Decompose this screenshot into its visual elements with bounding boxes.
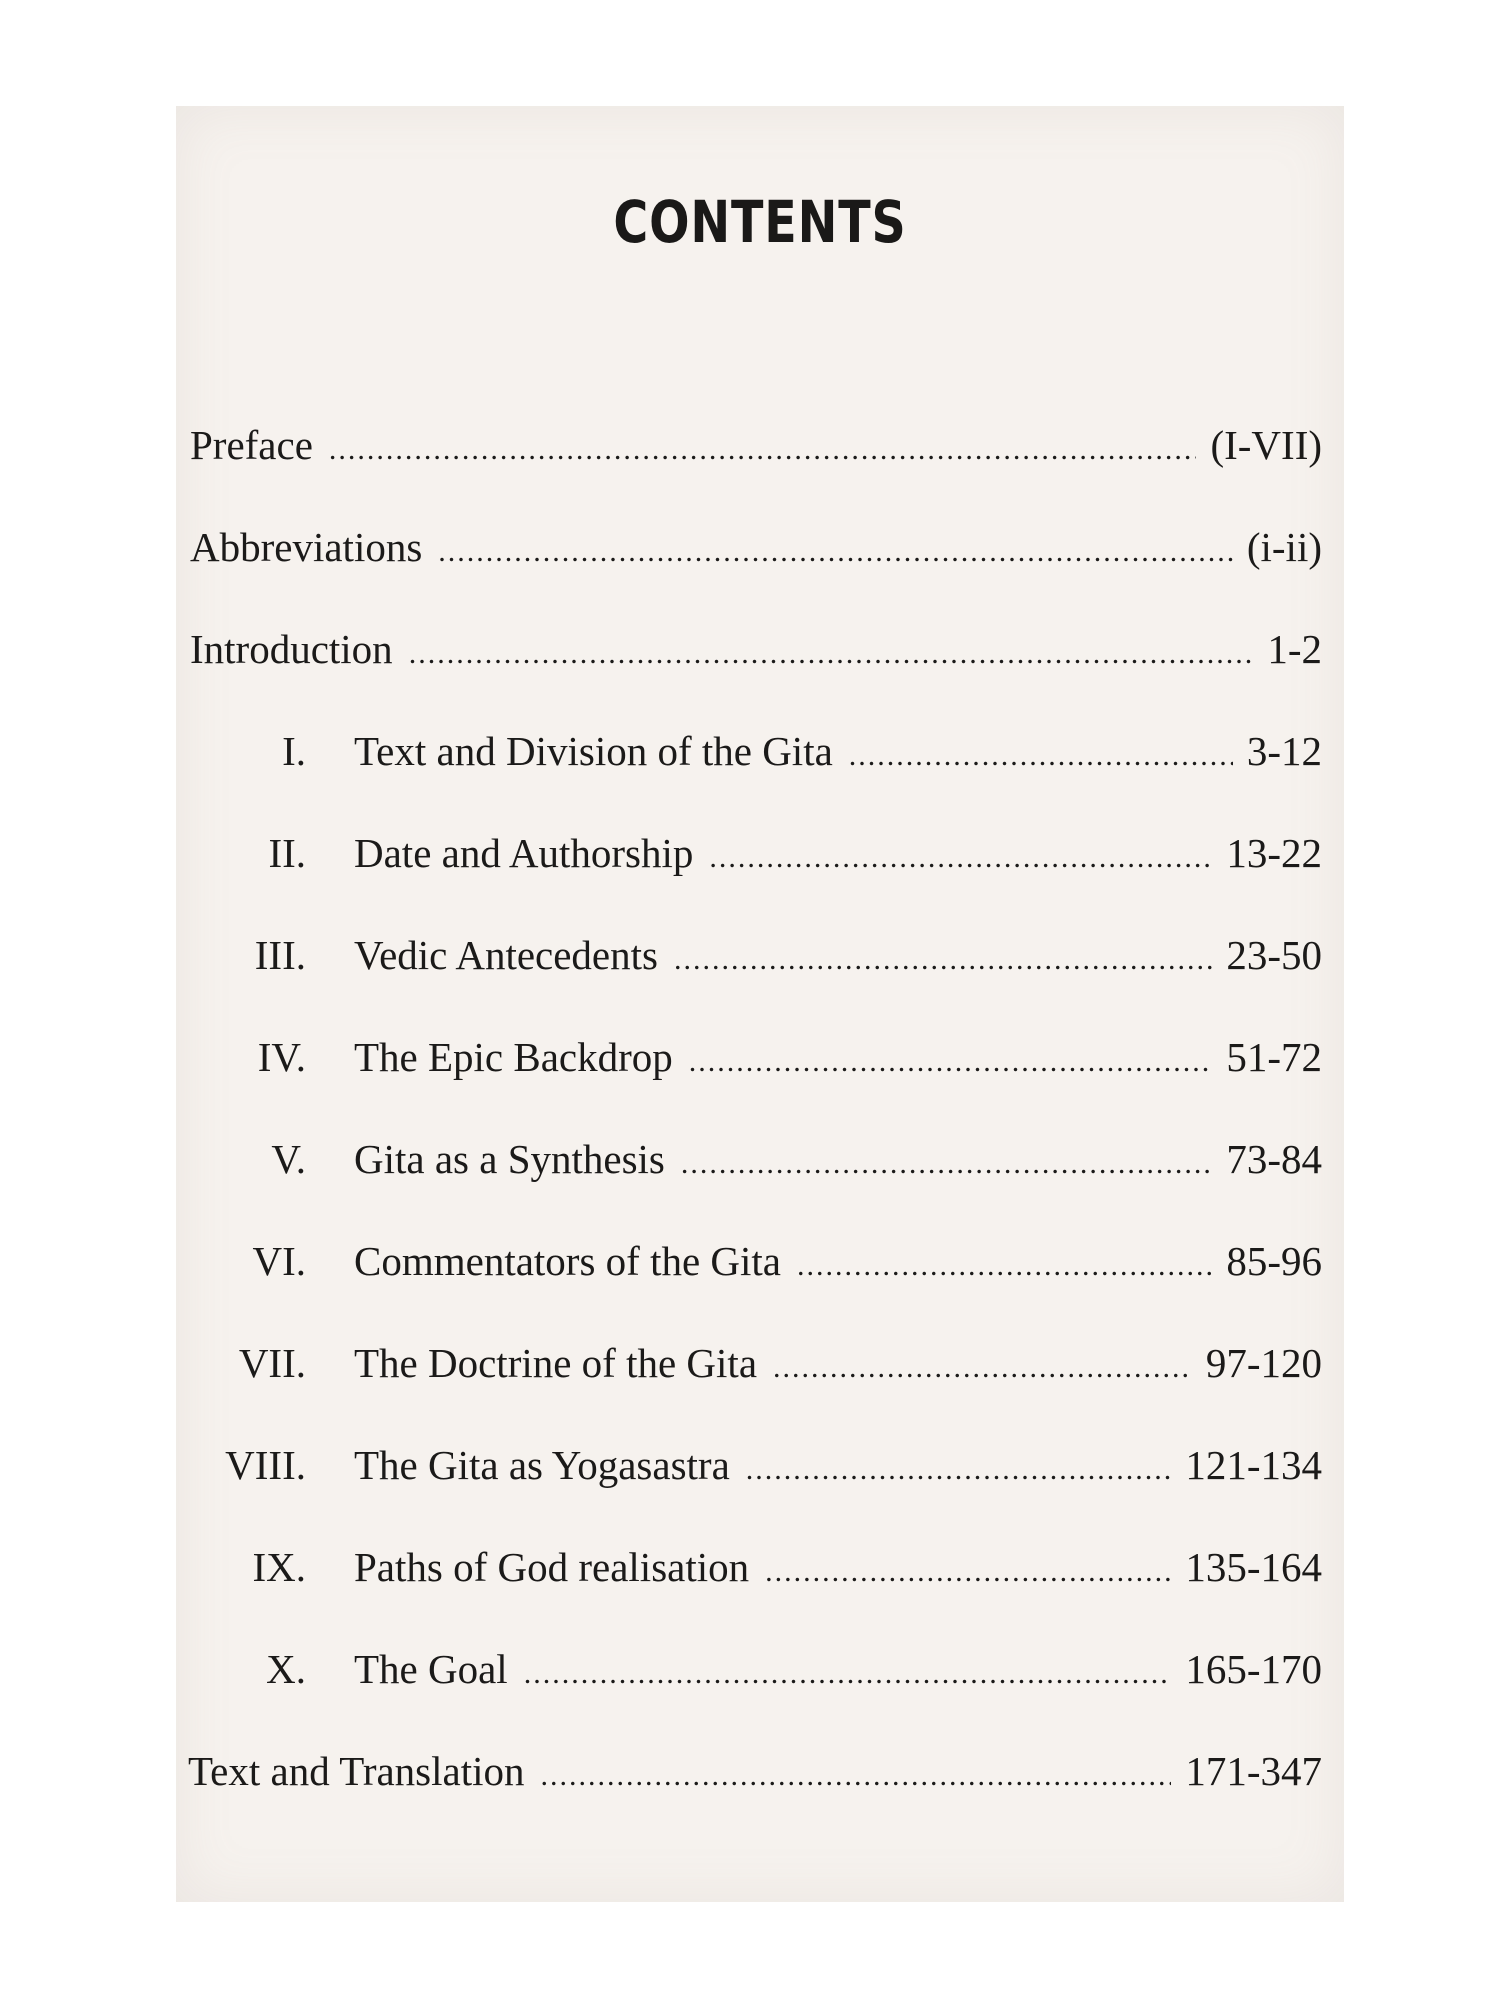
chapter-numeral: II. <box>268 830 306 876</box>
chapter-numeral: X. <box>266 1646 306 1692</box>
dot-leader <box>765 1547 1171 1597</box>
entry-label: Text and Translation <box>188 1748 525 1794</box>
toc-entry-preface[interactable] <box>176 420 1344 475</box>
chapter-title: Paths of God realisation <box>354 1544 750 1590</box>
chapter-numeral: VIII. <box>225 1442 306 1488</box>
chapter-numeral: III. <box>254 932 306 978</box>
chapter-title: Vedic Antecedents <box>354 932 658 978</box>
page-title: CONTENTS <box>613 188 907 256</box>
entry-label: Preface <box>190 422 313 468</box>
dot-leader <box>689 1037 1213 1087</box>
chapter-title: Commentators of the Gita <box>354 1238 781 1284</box>
entry-pages: 135-164 <box>1185 1544 1322 1590</box>
toc-entry-chapter-1[interactable] <box>176 726 1344 781</box>
entry-pages: 1-2 <box>1267 626 1322 672</box>
entry-pages: (i-ii) <box>1246 524 1322 570</box>
chapter-numeral: IV. <box>257 1034 306 1080</box>
toc-entry-chapter-2[interactable] <box>176 828 1344 883</box>
dot-leader <box>773 1343 1192 1393</box>
entry-pages: 97-120 <box>1205 1340 1322 1386</box>
toc-entry-chapter-7[interactable] <box>176 1338 1344 1393</box>
toc-entry-chapter-8[interactable] <box>176 1440 1344 1495</box>
dot-leader <box>329 425 1197 475</box>
dot-leader <box>409 629 1254 679</box>
chapter-numeral: V. <box>271 1136 306 1182</box>
chapter-title: Gita as a Synthesis <box>354 1136 665 1182</box>
toc-entry-chapter-5[interactable] <box>176 1134 1344 1189</box>
entry-pages: 13-22 <box>1226 830 1322 876</box>
chapter-title: Date and Authorship <box>354 830 694 876</box>
chapter-title: The Gita as Yogasastra <box>354 1442 730 1488</box>
entry-pages: 3-12 <box>1246 728 1322 774</box>
entry-label: Abbreviations <box>190 524 423 570</box>
chapter-numeral: VI. <box>252 1238 306 1284</box>
chapter-title: Text and Division of the Gita <box>354 728 833 774</box>
entry-pages: 23-50 <box>1226 932 1322 978</box>
toc-entry-chapter-9[interactable] <box>176 1542 1344 1597</box>
toc-entry-text-translation[interactable] <box>176 1746 1344 1801</box>
dot-leader <box>438 527 1233 577</box>
entry-label: Introduction <box>190 626 393 672</box>
entry-pages: 85-96 <box>1226 1238 1322 1284</box>
toc-entry-chapter-6[interactable] <box>176 1236 1344 1291</box>
table-of-contents <box>176 106 1344 1902</box>
dot-leader <box>541 1751 1172 1801</box>
toc-entry-chapter-3[interactable] <box>176 930 1344 985</box>
chapter-title: The Goal <box>354 1646 508 1692</box>
entry-pages: 73-84 <box>1226 1136 1322 1182</box>
entry-pages: 171-347 <box>1185 1748 1322 1794</box>
dot-leader <box>674 935 1212 985</box>
dot-leader <box>746 1445 1172 1495</box>
entry-pages: 51-72 <box>1226 1034 1322 1080</box>
dot-leader <box>849 731 1233 781</box>
chapter-title: The Doctrine of the Gita <box>354 1340 758 1386</box>
toc-entry-introduction[interactable] <box>176 624 1344 679</box>
toc-entry-abbreviations[interactable] <box>176 522 1344 577</box>
chapter-numeral: VII. <box>238 1340 306 1386</box>
toc-entry-chapter-4[interactable] <box>176 1032 1344 1087</box>
chapter-numeral: IX. <box>252 1544 306 1590</box>
chapter-numeral: I. <box>282 728 306 774</box>
toc-entry-chapter-10[interactable] <box>176 1644 1344 1699</box>
book-page <box>176 106 1344 1902</box>
entry-pages: (I-VII) <box>1210 422 1322 468</box>
entry-pages: 165-170 <box>1185 1646 1322 1692</box>
chapter-title: The Epic Backdrop <box>354 1034 673 1080</box>
dot-leader <box>797 1241 1212 1291</box>
dot-leader <box>524 1649 1172 1699</box>
entry-pages: 121-134 <box>1185 1442 1322 1488</box>
dot-leader <box>681 1139 1212 1189</box>
dot-leader <box>709 833 1212 883</box>
